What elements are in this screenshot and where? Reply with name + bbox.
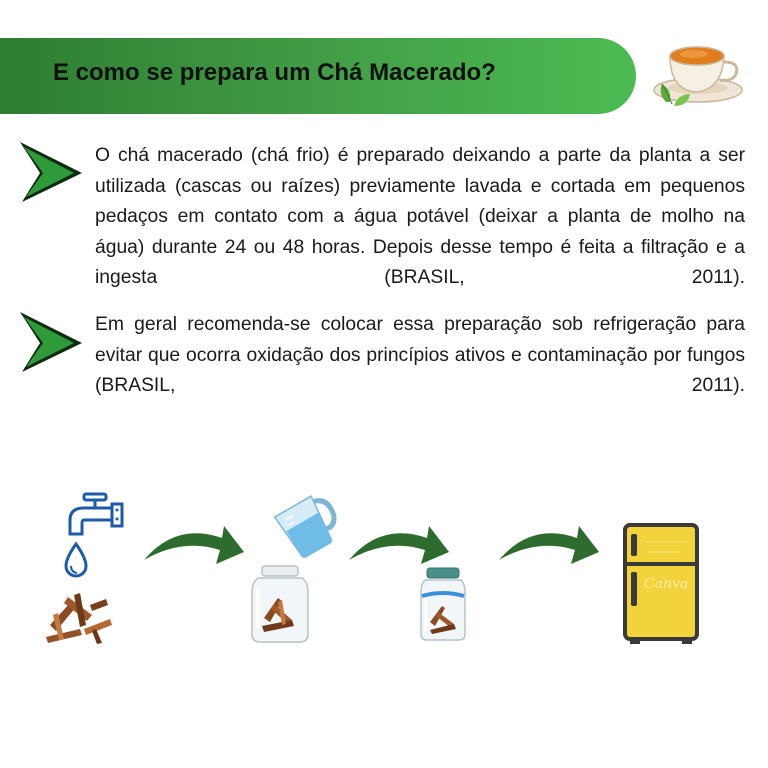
jar-icon bbox=[418, 566, 468, 642]
step-arrow-icon bbox=[345, 520, 451, 568]
step-arrow-icon bbox=[140, 520, 246, 568]
jar-icon bbox=[248, 564, 312, 644]
watermark-text: Canva bbox=[644, 576, 689, 592]
tea-cup-icon bbox=[648, 28, 748, 118]
step-arrow-icon bbox=[495, 520, 601, 568]
page-title: E como se prepara um Chá Macerado? bbox=[53, 59, 496, 86]
faucet-icon bbox=[60, 490, 130, 585]
bullet-arrow-icon bbox=[18, 138, 84, 204]
paragraph-refrigeration: Em geral recomenda-se colocar essa preparação sob refrigeração para evitar que ocorra oxidação dos princípios ativos e contaminação por fungos (BRASIL, 2011). bbox=[95, 314, 745, 396]
measuring-cup-icon bbox=[265, 490, 350, 560]
refrigerator-icon bbox=[622, 522, 700, 646]
bullet-arrow-icon bbox=[18, 308, 84, 374]
paragraph-preparation: O chá macerado (chá frio) é preparado deixando a parte da planta a ser utilizada (cascas ou raízes) previamente lavada e cortada em pequenos pedaços em contato com a água potável (deixar a planta de molho na água) durante 24 ou 48 horas. Depois desse tempo é feita a filtração e a ingesta (BRASIL, 2011). bbox=[95, 145, 745, 288]
bark-pieces-icon bbox=[40, 585, 115, 645]
